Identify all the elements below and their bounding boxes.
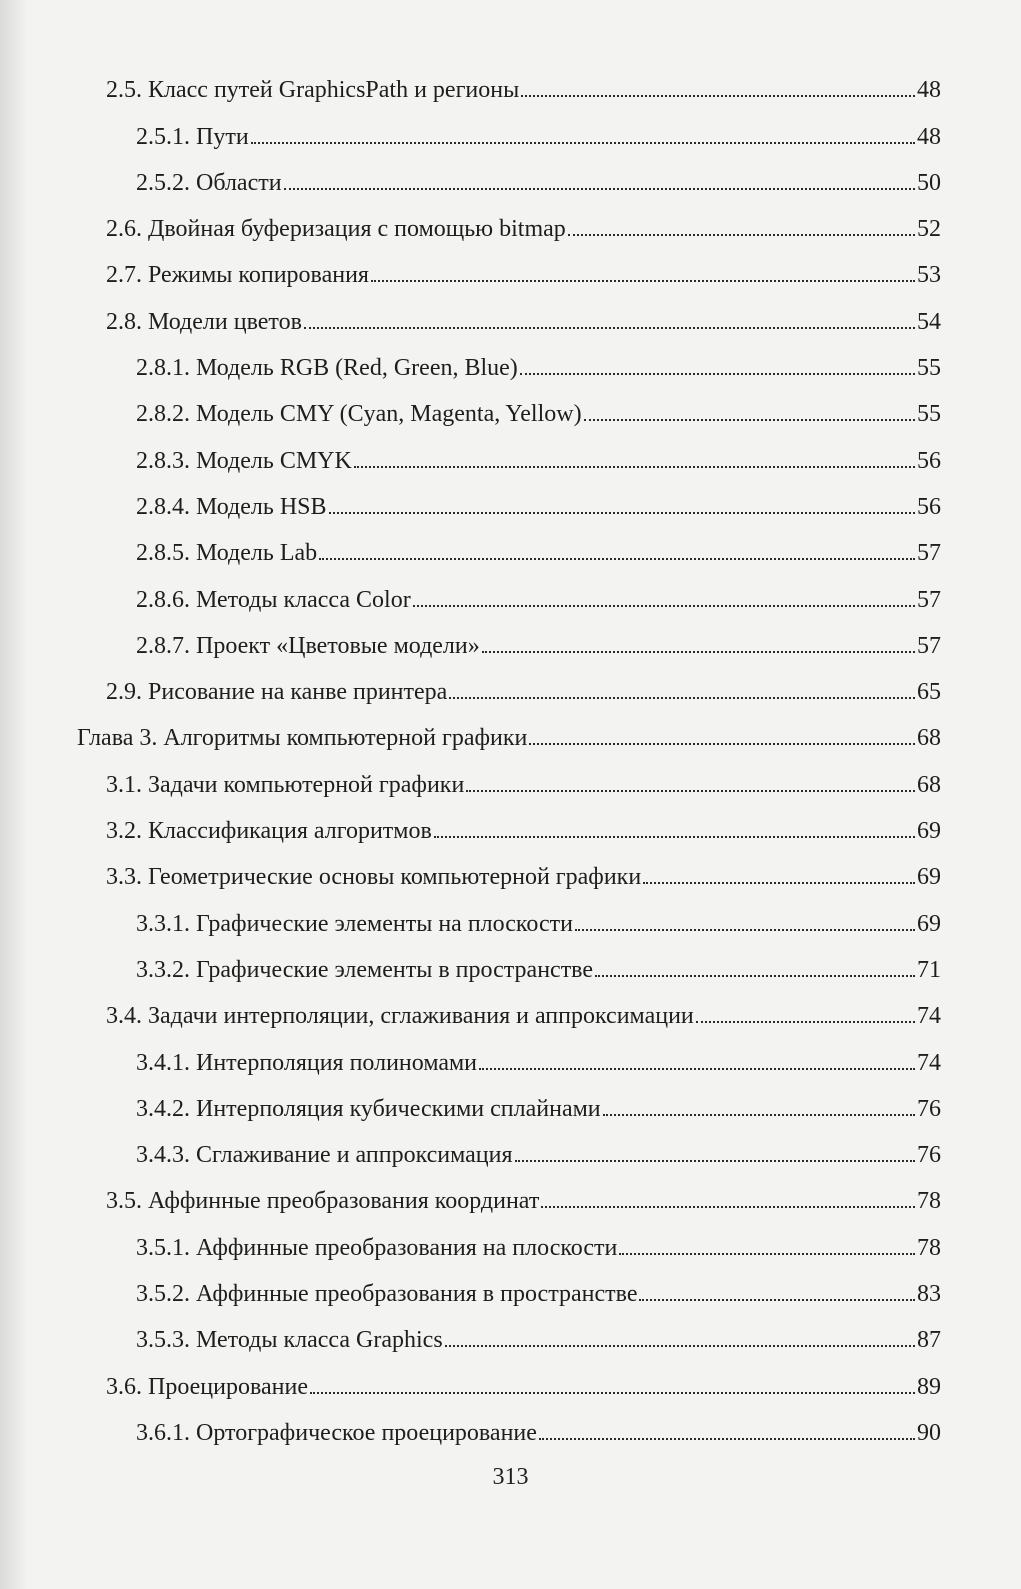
toc-entry-page: 57 bbox=[917, 540, 941, 567]
toc-entry-page: 57 bbox=[917, 586, 941, 613]
toc-entry bbox=[0, 799, 1021, 845]
toc-entry-page: 56 bbox=[917, 493, 941, 520]
toc-entry-row bbox=[0, 956, 1021, 984]
page-number: 313 bbox=[492, 1464, 529, 1490]
toc-entry-title: 2.8. Модели цветов bbox=[106, 308, 302, 335]
toc-entry-title: 2.5.1. Пути bbox=[136, 123, 249, 150]
dot-leader bbox=[584, 419, 915, 421]
toc-entry-row bbox=[0, 400, 1021, 428]
dot-leader bbox=[284, 188, 915, 190]
toc-entry-page: 71 bbox=[917, 956, 941, 983]
dot-leader bbox=[304, 327, 915, 329]
toc-entry-title: 3.1. Задачи компьютерной графики bbox=[106, 771, 465, 798]
toc-entry-row bbox=[0, 724, 1021, 752]
toc-entry-title: 3.6. Проецирование bbox=[106, 1373, 308, 1400]
dot-leader bbox=[541, 1206, 915, 1208]
dot-leader bbox=[319, 558, 915, 560]
toc-entry bbox=[0, 336, 1021, 382]
toc-entry-title: 3.2. Классификация алгоритмов bbox=[106, 818, 432, 845]
toc-entry-title: 3.5.3. Методы класса Graphics bbox=[136, 1327, 443, 1354]
toc-entry bbox=[0, 1169, 1021, 1215]
toc-entry bbox=[0, 660, 1021, 706]
toc-entry bbox=[0, 1262, 1021, 1308]
toc-entry bbox=[0, 891, 1021, 937]
toc-entry-page: 52 bbox=[917, 216, 941, 243]
toc-entry-row bbox=[0, 771, 1021, 799]
toc-entry-page: 78 bbox=[917, 1188, 941, 1215]
dot-leader bbox=[575, 929, 915, 931]
toc-entry bbox=[0, 706, 1021, 752]
toc-entry-title: 2.8.2. Модель CMY (Cyan, Magenta, Yellow) bbox=[136, 401, 582, 428]
dot-leader bbox=[466, 790, 915, 792]
dot-leader bbox=[520, 373, 915, 375]
toc-entry-title: 3.3.2. Графические элементы в пространстве bbox=[136, 956, 594, 983]
toc-entry bbox=[0, 104, 1021, 150]
toc-entry bbox=[0, 151, 1021, 197]
toc-entry bbox=[0, 938, 1021, 984]
toc-entry bbox=[0, 1123, 1021, 1169]
dot-leader bbox=[445, 1345, 915, 1347]
toc-entry-title: Глава 3. Алгоритмы компьютерной графики bbox=[77, 725, 528, 752]
toc-entry-row bbox=[0, 493, 1021, 521]
toc-entry-page: 48 bbox=[917, 77, 941, 104]
dot-leader bbox=[696, 1021, 915, 1023]
toc-entry-row bbox=[0, 123, 1021, 151]
dot-leader bbox=[449, 697, 915, 699]
toc-entry-page: 54 bbox=[917, 308, 941, 335]
dot-leader bbox=[521, 95, 915, 97]
dot-leader bbox=[482, 651, 915, 653]
toc-entry-title: 3.4.2. Интерполяция кубическими сплайнами bbox=[136, 1095, 601, 1122]
toc-entry bbox=[0, 428, 1021, 474]
toc-entry-title: 2.8.1. Модель RGB (Red, Green, Blue) bbox=[136, 355, 518, 382]
toc-entry-row bbox=[0, 1187, 1021, 1215]
toc-entry bbox=[0, 1401, 1021, 1447]
toc-entry bbox=[0, 752, 1021, 798]
dot-leader bbox=[539, 1438, 915, 1440]
toc-entry-title: 3.4.3. Сглаживание и аппроксимация bbox=[136, 1142, 513, 1169]
toc-entry-page: 78 bbox=[917, 1234, 941, 1261]
toc-entry-title: 2.6. Двойная буферизация с помощью bitmap bbox=[106, 216, 566, 243]
dot-leader bbox=[643, 882, 915, 884]
toc-entry-row bbox=[0, 1049, 1021, 1077]
toc-entry-page: 69 bbox=[917, 864, 941, 891]
toc-entry-title: 2.5. Класс путей GraphicsPath и регионы bbox=[106, 77, 520, 104]
toc-entry-page: 55 bbox=[917, 355, 941, 382]
toc-entry bbox=[0, 845, 1021, 891]
toc-entry-title: 3.5.1. Аффинные преобразования на плоскости bbox=[136, 1234, 618, 1261]
toc-entry-title: 2.8.3. Модель CMYK bbox=[136, 447, 352, 474]
toc-entry bbox=[0, 614, 1021, 660]
toc-entry bbox=[0, 1030, 1021, 1076]
toc-entry-page: 53 bbox=[917, 262, 941, 289]
toc-entry-row bbox=[0, 1002, 1021, 1030]
toc-entry bbox=[0, 984, 1021, 1030]
dot-leader bbox=[310, 1392, 915, 1394]
dot-leader bbox=[595, 975, 915, 977]
dot-leader bbox=[434, 836, 915, 838]
toc-entry-row bbox=[0, 169, 1021, 197]
toc-entry-page: 69 bbox=[917, 818, 941, 845]
dot-leader bbox=[251, 142, 915, 144]
toc-entry-row bbox=[0, 586, 1021, 614]
toc-entry-page: 48 bbox=[917, 123, 941, 150]
toc-entry-row bbox=[0, 539, 1021, 567]
toc-entry-row bbox=[0, 817, 1021, 845]
toc-entry-title: 2.5.2. Области bbox=[136, 169, 282, 196]
toc-entry-row bbox=[0, 1326, 1021, 1354]
dot-leader bbox=[515, 1160, 915, 1162]
toc-entry-row bbox=[0, 261, 1021, 289]
toc-entry-title: 3.5.2. Аффинные преобразования в пространстве bbox=[136, 1281, 638, 1308]
toc-entry bbox=[0, 521, 1021, 567]
dot-leader bbox=[568, 234, 915, 236]
toc-entry-title: 3.6.1. Ортографическое проецирование bbox=[136, 1419, 537, 1446]
toc-entry bbox=[0, 58, 1021, 104]
toc-entry-title: 3.5. Аффинные преобразования координат bbox=[106, 1188, 540, 1215]
toc-entry-page: 87 bbox=[917, 1327, 941, 1354]
toc-entry-title: 2.8.6. Методы класса Color bbox=[136, 586, 411, 613]
dot-leader bbox=[329, 512, 915, 514]
toc-entry-row bbox=[0, 678, 1021, 706]
toc-entry-row bbox=[0, 1234, 1021, 1262]
toc-entry bbox=[0, 567, 1021, 613]
toc-entry-page: 65 bbox=[917, 679, 941, 706]
toc-entry-title: 2.9. Рисование на канве принтера bbox=[106, 679, 448, 706]
toc-entry-page: 76 bbox=[917, 1142, 941, 1169]
toc-entry-page: 74 bbox=[917, 1003, 941, 1030]
toc-entry-title: 2.7. Режимы копирования bbox=[106, 262, 369, 289]
toc-entry-row bbox=[0, 1280, 1021, 1308]
toc-entry bbox=[0, 382, 1021, 428]
toc-entry-title: 2.8.5. Модель Lab bbox=[136, 540, 318, 567]
table-of-contents bbox=[0, 58, 1021, 1447]
toc-entry-page: 56 bbox=[917, 447, 941, 474]
toc-entry-page: 68 bbox=[917, 771, 941, 798]
toc-entry-title: 3.4.1. Интерполяция полиномами bbox=[136, 1049, 478, 1076]
toc-entry-title: 3.3.1. Графические элементы на плоскости bbox=[136, 910, 573, 937]
toc-entry-row bbox=[0, 354, 1021, 382]
toc-entry-row bbox=[0, 215, 1021, 243]
toc-entry bbox=[0, 475, 1021, 521]
toc-entry-page: 89 bbox=[917, 1373, 941, 1400]
dot-leader bbox=[529, 743, 915, 745]
toc-entry bbox=[0, 289, 1021, 335]
dot-leader bbox=[603, 1114, 915, 1116]
toc-entry-page: 68 bbox=[917, 725, 941, 752]
dot-leader bbox=[371, 280, 915, 282]
toc-entry-row bbox=[0, 76, 1021, 104]
toc-entry bbox=[0, 197, 1021, 243]
toc-entry-title: 2.8.4. Модель HSB bbox=[136, 493, 327, 520]
toc-entry-title: 3.4. Задачи интерполяции, сглаживания и аппроксимации bbox=[106, 1003, 694, 1030]
toc-entry-row bbox=[0, 1095, 1021, 1123]
toc-entry-title: 2.8.7. Проект «Цветовые модели» bbox=[136, 632, 480, 659]
toc-entry-page: 50 bbox=[917, 169, 941, 196]
toc-entry-row bbox=[0, 1419, 1021, 1447]
dot-leader bbox=[354, 466, 915, 468]
dot-leader bbox=[619, 1253, 915, 1255]
toc-entry-page: 74 bbox=[917, 1049, 941, 1076]
dot-leader bbox=[639, 1299, 915, 1301]
toc-entry-row bbox=[0, 1373, 1021, 1401]
toc-entry-row bbox=[0, 1141, 1021, 1169]
toc-entry-row bbox=[0, 447, 1021, 475]
dot-leader bbox=[479, 1068, 915, 1070]
toc-entry bbox=[0, 1308, 1021, 1354]
dot-leader bbox=[413, 605, 915, 607]
toc-entry bbox=[0, 1077, 1021, 1123]
toc-entry-row bbox=[0, 308, 1021, 336]
toc-entry-page: 76 bbox=[917, 1095, 941, 1122]
toc-entry bbox=[0, 243, 1021, 289]
toc-entry-page: 83 bbox=[917, 1281, 941, 1308]
toc-entry bbox=[0, 1354, 1021, 1400]
toc-entry-page: 90 bbox=[917, 1419, 941, 1446]
toc-entry-row bbox=[0, 632, 1021, 660]
toc-entry-page: 69 bbox=[917, 910, 941, 937]
toc-entry-page: 55 bbox=[917, 401, 941, 428]
toc-entry bbox=[0, 1215, 1021, 1261]
toc-entry-page: 57 bbox=[917, 632, 941, 659]
toc-entry-row bbox=[0, 910, 1021, 938]
toc-entry-row bbox=[0, 863, 1021, 891]
toc-entry-title: 3.3. Геометрические основы компьютерной графики bbox=[106, 864, 642, 891]
